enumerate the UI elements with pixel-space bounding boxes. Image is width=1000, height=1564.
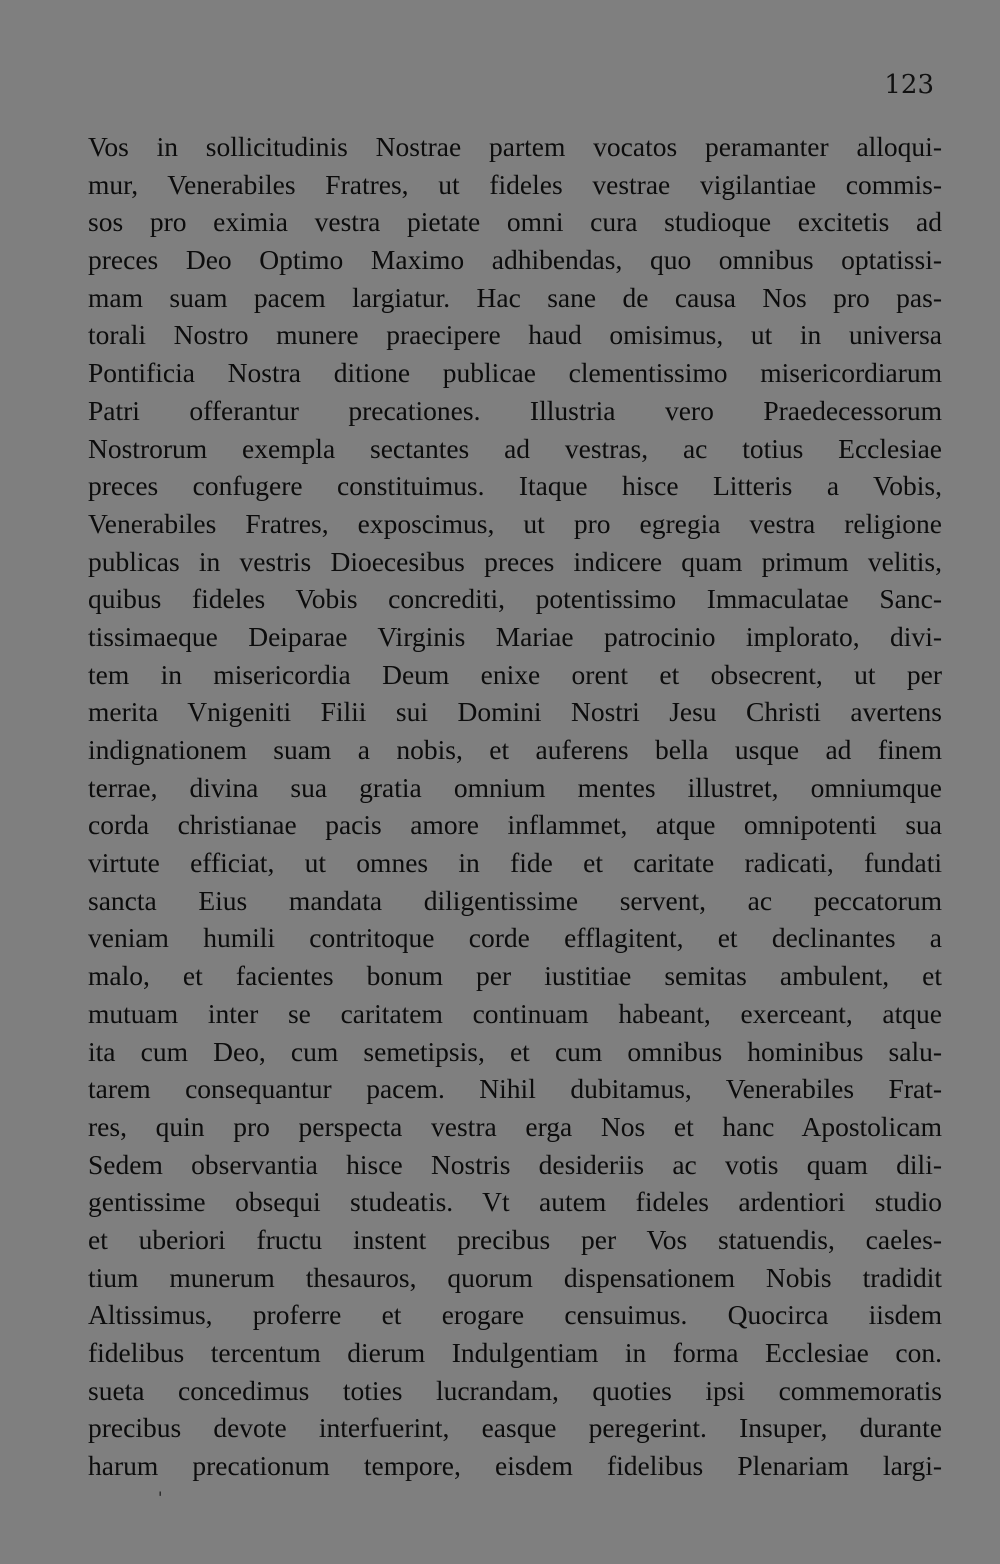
text-line: et uberiori fructu instent precibus per Vos statuendis, caeles-	[88, 1223, 942, 1255]
text-line: preces confugere constituimus. Itaque hisce Litteris a Vobis,	[88, 470, 942, 502]
text-line: Patri offerantur precationes. Illustria vero Praedecessorum	[88, 394, 942, 426]
text-line: tium munerum thesauros, quorum dispensationem Nobis tradidit	[88, 1261, 942, 1293]
text-line: Nostrorum exempla sectantes ad vestras, ac totius Ecclesiae	[88, 432, 942, 464]
text-line: fidelibus tercentum dierum Indulgentiam in forma Ecclesiae con.	[88, 1337, 942, 1368]
text-line: virtute efficiat, ut omnes in fide et caritate radicati, fundati	[88, 847, 942, 879]
text-line: terrae, divina sua gratia omnium mentes illustret, omniumque	[88, 771, 942, 803]
text-line: malo, et facientes bonum per iustitiae semitas ambulent, et	[88, 960, 942, 992]
text-line: harum precationum tempore, eisdem fidelibus Plenariam largi-	[88, 1450, 942, 1482]
text-line: sos pro eximia vestra pietate omni cura studioque excitetis ad	[88, 206, 942, 238]
text-line: Altissimus, proferre et erogare censuimus. Quocirca iisdem	[88, 1299, 942, 1331]
text-line: quibus fideles Vobis concrediti, potentissimo Immaculatae Sanc-	[88, 583, 942, 615]
text-line: precibus devote interfuerint, easque peregerint. Insuper, durante	[88, 1412, 942, 1444]
text-line: torali Nostro munere praecipere haud omisimus, ut in universa	[88, 319, 942, 351]
text-line: res, quin pro perspecta vestra erga Nos et hanc Apostolicam	[88, 1110, 942, 1142]
text-line: mur, Venerabiles Fratres, ut fideles vestrae vigilantiae commis-	[88, 168, 942, 200]
text-line: preces Deo Optimo Maximo adhibendas, quo omnibus optatissi-	[88, 244, 942, 276]
text-line: publicas in vestris Dioecesibus preces indicere quam primum velitis,	[88, 545, 942, 577]
body-text	[88, 128, 942, 1485]
stray-mark: '	[158, 1488, 163, 1507]
text-line: tem in misericordia Deum enixe orent et obsecrent, ut per	[88, 658, 942, 690]
text-line: sancta Eius mandata diligentissime servent, ac peccatorum	[88, 884, 942, 916]
text-line: Sedem observantia hisce Nostris desideriis ac votis quam dili-	[88, 1148, 942, 1180]
text-line: tarem consequantur pacem. Nihil dubitamus, Venerabiles Frat-	[88, 1073, 942, 1105]
text-line: Pontificia Nostra ditione publicae clementissimo misericordiarum	[88, 357, 942, 389]
text-line: corda christianae pacis amore inflammet, atque omnipotenti sua	[88, 809, 942, 841]
text-line: merita Vnigeniti Filii sui Domini Nostri Jesu Christi avertens	[88, 696, 942, 728]
text-line: gentissime obsequi studeatis. Vt autem fideles ardentiori studio	[88, 1186, 942, 1218]
text-line: mam suam pacem largiatur. Hac sane de causa Nos pro pas-	[88, 281, 942, 313]
text-line: Vos in sollicitudinis Nostrae partem vocatos peramanter alloqui-	[88, 131, 942, 162]
text-line: tissimaeque Deiparae Virginis Mariae patrocinio implorato, divi-	[88, 620, 942, 652]
text-line: ita cum Deo, cum semetipsis, et cum omnibus hominibus salu-	[88, 1035, 942, 1067]
text-line: veniam humili contritoque corde efflagitent, et declinantes a	[88, 922, 942, 954]
text-line: Venerabiles Fratres, exposcimus, ut pro egregia vestra religione	[88, 507, 942, 539]
text-line: sueta concedimus toties lucrandam, quoties ipsi commemoratis	[88, 1374, 942, 1406]
page-number: 123	[884, 70, 934, 100]
text-line: indignationem suam a nobis, et auferens bella usque ad finem	[88, 734, 942, 765]
text-line: mutuam inter se caritatem continuam habeant, exerceant, atque	[88, 997, 942, 1029]
